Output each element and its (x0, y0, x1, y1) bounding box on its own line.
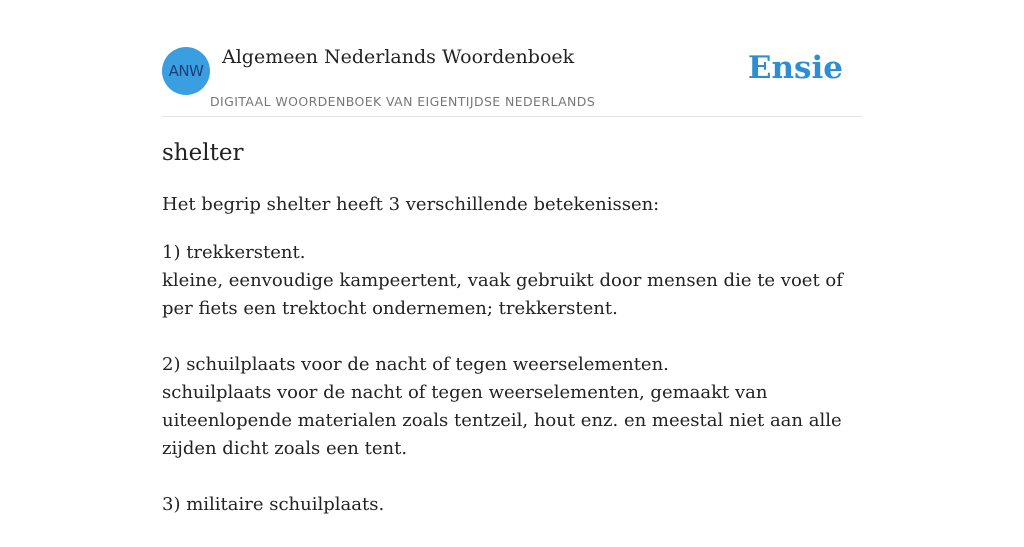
site-header (162, 0, 862, 117)
anw-logo[interactable]: ANW (162, 47, 210, 95)
site-subtitle: DIGITAAL WOORDENBOEK VAN EIGENTIJDSE NEDERLANDS (210, 94, 596, 109)
sense-list (162, 239, 862, 547)
site-title[interactable]: Algemeen Nederlands Woordenboek (222, 46, 575, 68)
sense-definition: kleine, eenvoudige kampeertent, vaak gebruikt door mensen die te voet of per fiets een trektocht ondernemen; trekkerstent. (162, 270, 843, 319)
entry-intro: Het begrip shelter heeft 3 verschillende betekenissen: (162, 194, 660, 215)
sense-title: 1) trekkerstent. (162, 242, 306, 263)
sense-item (162, 491, 862, 519)
page-container (162, 0, 862, 515)
sense-item (162, 239, 862, 323)
entry-headword: shelter (162, 140, 244, 166)
sense-title: 2) schuilplaats voor de nacht of tegen weerselementen. (162, 354, 669, 375)
sense-item (162, 351, 862, 463)
ensie-brand-link[interactable]: Ensie (747, 50, 843, 86)
sense-definition: schuilplaats voor de nacht of tegen weerselementen, gemaakt van uiteenlopende materialen zoals tentzeil, hout enz. en meestal niet aan alle zijden dicht zoals een tent. (162, 382, 842, 459)
sense-title: 3) militaire schuilplaats. (162, 494, 385, 515)
